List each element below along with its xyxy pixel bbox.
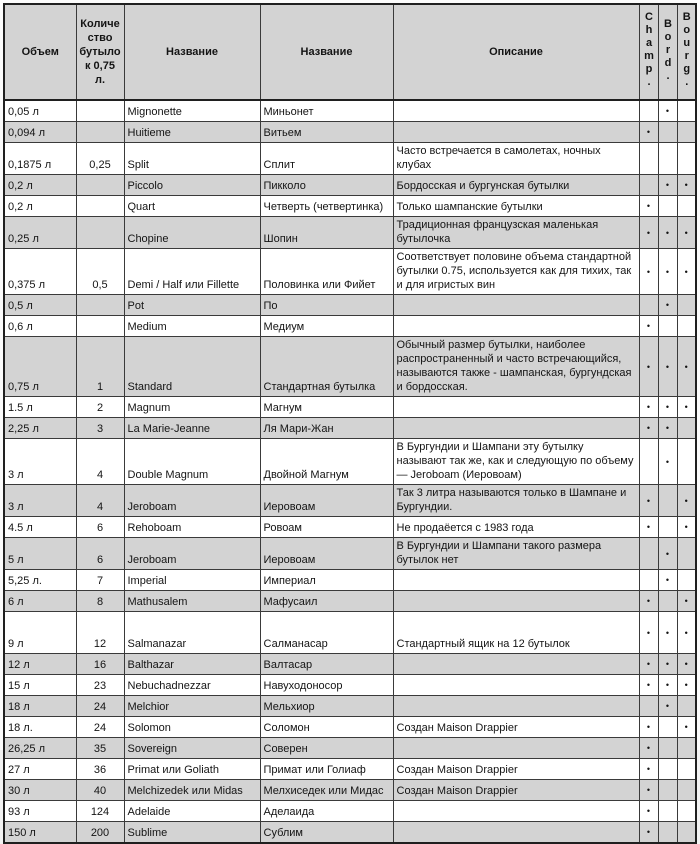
champagne-mark: •: [639, 517, 658, 538]
table-header: [4, 4, 696, 100]
table-row: [4, 196, 696, 217]
name-en-cell: Melchizedek или Midas: [124, 780, 260, 801]
name-ru-cell: Империал: [260, 570, 393, 591]
name-ru-cell: Пикколо: [260, 175, 393, 196]
burgundy-mark: •: [677, 612, 696, 654]
champagne-mark: •: [639, 822, 658, 844]
bordeaux-mark: •: [658, 295, 677, 316]
description-cell: [393, 570, 639, 591]
burgundy-mark: •: [677, 654, 696, 675]
bottles-cell: [76, 196, 124, 217]
name-en-cell: Rehoboam: [124, 517, 260, 538]
bottles-cell: 2: [76, 397, 124, 418]
name-ru-cell: Магнум: [260, 397, 393, 418]
description-cell: [393, 316, 639, 337]
bordeaux-mark: [658, 517, 677, 538]
table-row: [4, 612, 696, 654]
champagne-mark: [639, 570, 658, 591]
bordeaux-mark: •: [658, 337, 677, 397]
volume-cell: 1.5 л: [4, 397, 76, 418]
header-row: [4, 4, 696, 100]
bottles-cell: 23: [76, 675, 124, 696]
table-row: [4, 538, 696, 570]
table-row: [4, 100, 696, 122]
name-ru-cell: Двойной Магнум: [260, 439, 393, 485]
table-row: [4, 295, 696, 316]
burgundy-mark: [677, 801, 696, 822]
header-description: Описание: [393, 4, 639, 100]
champagne-mark: •: [639, 654, 658, 675]
volume-cell: 3 л: [4, 485, 76, 517]
champagne-mark: •: [639, 337, 658, 397]
table-row: [4, 439, 696, 485]
header-volume: Объем: [4, 4, 76, 100]
name-ru-cell: Витьем: [260, 122, 393, 143]
bordeaux-mark: •: [658, 175, 677, 196]
name-ru-cell: Валтасар: [260, 654, 393, 675]
table-row: [4, 316, 696, 337]
burgundy-mark: [677, 780, 696, 801]
burgundy-mark: •: [677, 485, 696, 517]
table-row: [4, 143, 696, 175]
description-cell: В Бургундии и Шампани эту бутылку называют так же, как и следующую по объему — Jeroboam (Иеровоам): [393, 439, 639, 485]
bordeaux-mark: •: [658, 397, 677, 418]
name-ru-cell: Соломон: [260, 717, 393, 738]
volume-cell: 4.5 л: [4, 517, 76, 538]
bottles-cell: 16: [76, 654, 124, 675]
volume-cell: 15 л: [4, 675, 76, 696]
description-cell: [393, 738, 639, 759]
table-row: [4, 570, 696, 591]
name-en-cell: Adelaide: [124, 801, 260, 822]
table-row: [4, 249, 696, 295]
volume-cell: 0,1875 л: [4, 143, 76, 175]
name-ru-cell: Миньонет: [260, 100, 393, 122]
volume-cell: 0,375 л: [4, 249, 76, 295]
header-bordeaux: Bord.: [658, 4, 677, 100]
name-ru-cell: Мафусаил: [260, 591, 393, 612]
description-cell: [393, 397, 639, 418]
bottles-cell: 8: [76, 591, 124, 612]
bordeaux-mark: •: [658, 654, 677, 675]
burgundy-mark: [677, 696, 696, 717]
bordeaux-mark: [658, 801, 677, 822]
name-en-cell: Imperial: [124, 570, 260, 591]
table-row: [4, 801, 696, 822]
description-cell: [393, 822, 639, 844]
champagne-mark: •: [639, 418, 658, 439]
description-cell: Создан Maison Drappier: [393, 780, 639, 801]
table-row: [4, 654, 696, 675]
table-row: [4, 122, 696, 143]
bottles-cell: 12: [76, 612, 124, 654]
burgundy-mark: •: [677, 217, 696, 249]
bordeaux-mark: [658, 717, 677, 738]
bottles-cell: 7: [76, 570, 124, 591]
burgundy-mark: [677, 418, 696, 439]
champagne-mark: •: [639, 759, 658, 780]
champagne-mark: [639, 100, 658, 122]
name-en-cell: Standard: [124, 337, 260, 397]
name-ru-cell: Медиум: [260, 316, 393, 337]
description-cell: [393, 418, 639, 439]
bottles-cell: 6: [76, 517, 124, 538]
burgundy-mark: [677, 143, 696, 175]
description-cell: [393, 801, 639, 822]
table-row: [4, 759, 696, 780]
description-cell: Создан Maison Drappier: [393, 759, 639, 780]
volume-cell: 150 л: [4, 822, 76, 844]
champagne-mark: •: [639, 591, 658, 612]
bottles-cell: [76, 100, 124, 122]
description-cell: Соответствует половине объема стандартной бутылки 0.75, используется как для тихих, так и для игристых вин: [393, 249, 639, 295]
bottles-cell: 6: [76, 538, 124, 570]
burgundy-mark: •: [677, 337, 696, 397]
name-en-cell: Magnum: [124, 397, 260, 418]
champagne-mark: [639, 538, 658, 570]
burgundy-mark: [677, 295, 696, 316]
name-en-cell: Piccolo: [124, 175, 260, 196]
name-en-cell: Primat или Goliath: [124, 759, 260, 780]
champagne-mark: •: [639, 780, 658, 801]
bottles-cell: 40: [76, 780, 124, 801]
table-row: [4, 822, 696, 844]
name-en-cell: Jeroboam: [124, 485, 260, 517]
name-en-cell: Pot: [124, 295, 260, 316]
champagne-mark: [639, 143, 658, 175]
name-en-cell: Melchior: [124, 696, 260, 717]
name-en-cell: Sublime: [124, 822, 260, 844]
description-cell: Стандартный ящик на 12 бутылок: [393, 612, 639, 654]
volume-cell: 0,094 л: [4, 122, 76, 143]
name-en-cell: La Marie-Jeanne: [124, 418, 260, 439]
bordeaux-mark: [658, 591, 677, 612]
bottles-cell: [76, 217, 124, 249]
bottles-cell: 4: [76, 439, 124, 485]
table-row: [4, 418, 696, 439]
description-cell: [393, 696, 639, 717]
champagne-mark: •: [639, 738, 658, 759]
description-cell: Часто встречается в самолетах, ночных клубах: [393, 143, 639, 175]
table-row: [4, 397, 696, 418]
burgundy-mark: [677, 316, 696, 337]
bordeaux-mark: •: [658, 249, 677, 295]
name-ru-cell: Мельхиор: [260, 696, 393, 717]
table-row: [4, 675, 696, 696]
champagne-mark: •: [639, 801, 658, 822]
name-en-cell: Jeroboam: [124, 538, 260, 570]
bordeaux-mark: •: [658, 217, 677, 249]
name-ru-cell: Шопин: [260, 217, 393, 249]
name-en-cell: Solomon: [124, 717, 260, 738]
name-en-cell: Mignonette: [124, 100, 260, 122]
description-cell: [393, 295, 639, 316]
burgundy-mark: [677, 759, 696, 780]
bordeaux-mark: •: [658, 570, 677, 591]
burgundy-mark: [677, 570, 696, 591]
bottles-cell: [76, 122, 124, 143]
name-en-cell: Split: [124, 143, 260, 175]
bottles-cell: 0,5: [76, 249, 124, 295]
bordeaux-mark: •: [658, 696, 677, 717]
bottles-cell: 1: [76, 337, 124, 397]
volume-cell: 18 л: [4, 696, 76, 717]
champagne-mark: •: [639, 122, 658, 143]
name-ru-cell: Салманасар: [260, 612, 393, 654]
burgundy-mark: [677, 196, 696, 217]
burgundy-mark: [677, 122, 696, 143]
burgundy-mark: •: [677, 517, 696, 538]
header-burgundy: Bourg.: [677, 4, 696, 100]
name-ru-cell: Ровоам: [260, 517, 393, 538]
bottles-cell: [76, 175, 124, 196]
bordeaux-mark: [658, 780, 677, 801]
name-en-cell: Double Magnum: [124, 439, 260, 485]
champagne-mark: •: [639, 397, 658, 418]
volume-cell: 0,2 л: [4, 175, 76, 196]
table-row: [4, 738, 696, 759]
bordeaux-mark: [658, 122, 677, 143]
table-row: [4, 696, 696, 717]
burgundy-mark: •: [677, 717, 696, 738]
name-en-cell: Demi / Half или Fillette: [124, 249, 260, 295]
champagne-mark: [639, 696, 658, 717]
bordeaux-mark: •: [658, 538, 677, 570]
bottles-cell: 3: [76, 418, 124, 439]
champagne-mark: •: [639, 485, 658, 517]
name-ru-cell: Ля Мари-Жан: [260, 418, 393, 439]
volume-cell: 2,25 л: [4, 418, 76, 439]
bordeaux-mark: [658, 196, 677, 217]
bordeaux-mark: [658, 316, 677, 337]
volume-cell: 0,2 л: [4, 196, 76, 217]
name-ru-cell: Четверть (четвертинка): [260, 196, 393, 217]
champagne-mark: •: [639, 217, 658, 249]
description-cell: В Бургундии и Шампани такого размера бутылок нет: [393, 538, 639, 570]
description-cell: Так 3 литра называются только в Шампане и Бургундии.: [393, 485, 639, 517]
volume-cell: 0,6 л: [4, 316, 76, 337]
description-cell: Обычный размер бутылки, наиболее распространенный и часто встречающийся, называются также - шампанская, бургундская и бордосская.: [393, 337, 639, 397]
burgundy-mark: [677, 100, 696, 122]
header-champagne: Champ.: [639, 4, 658, 100]
name-en-cell: Huitieme: [124, 122, 260, 143]
name-en-cell: Nebuchadnezzar: [124, 675, 260, 696]
burgundy-mark: •: [677, 175, 696, 196]
bottles-cell: 124: [76, 801, 124, 822]
name-ru-cell: Примат или Голиаф: [260, 759, 393, 780]
bordeaux-mark: [658, 738, 677, 759]
champagne-mark: [639, 175, 658, 196]
name-ru-cell: По: [260, 295, 393, 316]
name-en-cell: Salmanazar: [124, 612, 260, 654]
name-ru-cell: Иеровоам: [260, 538, 393, 570]
name-ru-cell: Стандартная бутылка: [260, 337, 393, 397]
table-body: [4, 100, 696, 843]
description-cell: Только шампанские бутылки: [393, 196, 639, 217]
header-bottle-count: Количество бутылок 0,75 л.: [76, 4, 124, 100]
bordeaux-mark: [658, 822, 677, 844]
burgundy-mark: [677, 822, 696, 844]
bottles-cell: 36: [76, 759, 124, 780]
volume-cell: 26,25 л: [4, 738, 76, 759]
volume-cell: 30 л: [4, 780, 76, 801]
champagne-mark: [639, 295, 658, 316]
burgundy-mark: •: [677, 591, 696, 612]
table-row: [4, 337, 696, 397]
volume-cell: 9 л: [4, 612, 76, 654]
bottle-sizes-table: [3, 3, 697, 844]
champagne-mark: •: [639, 717, 658, 738]
header-name-en: Название: [124, 4, 260, 100]
description-cell: Бордосская и бургунская бутылки: [393, 175, 639, 196]
volume-cell: 3 л: [4, 439, 76, 485]
table-row: [4, 717, 696, 738]
header-name-ru: Название: [260, 4, 393, 100]
champagne-mark: •: [639, 612, 658, 654]
name-ru-cell: Навуходоносор: [260, 675, 393, 696]
volume-cell: 6 л: [4, 591, 76, 612]
table-row: [4, 485, 696, 517]
volume-cell: 18 л.: [4, 717, 76, 738]
volume-cell: 5,25 л.: [4, 570, 76, 591]
volume-cell: 0,05 л: [4, 100, 76, 122]
volume-cell: 93 л: [4, 801, 76, 822]
bordeaux-mark: [658, 143, 677, 175]
volume-cell: 12 л: [4, 654, 76, 675]
bordeaux-mark: [658, 759, 677, 780]
bordeaux-mark: •: [658, 439, 677, 485]
volume-cell: 0,25 л: [4, 217, 76, 249]
volume-cell: 0,75 л: [4, 337, 76, 397]
bordeaux-mark: •: [658, 418, 677, 439]
description-cell: [393, 122, 639, 143]
bottles-cell: 0,25: [76, 143, 124, 175]
volume-cell: 0,5 л: [4, 295, 76, 316]
description-cell: Не продаёется с 1983 года: [393, 517, 639, 538]
description-cell: [393, 100, 639, 122]
name-ru-cell: Соверен: [260, 738, 393, 759]
bottles-cell: 200: [76, 822, 124, 844]
bordeaux-mark: •: [658, 675, 677, 696]
name-en-cell: Balthazar: [124, 654, 260, 675]
bottles-cell: 35: [76, 738, 124, 759]
bottles-cell: 24: [76, 717, 124, 738]
bordeaux-mark: •: [658, 612, 677, 654]
burgundy-mark: •: [677, 397, 696, 418]
burgundy-mark: •: [677, 249, 696, 295]
name-en-cell: Quart: [124, 196, 260, 217]
table-row: [4, 517, 696, 538]
name-ru-cell: Половинка или Фийет: [260, 249, 393, 295]
bottles-cell: 24: [76, 696, 124, 717]
burgundy-mark: [677, 538, 696, 570]
burgundy-mark: [677, 738, 696, 759]
bordeaux-mark: [658, 485, 677, 517]
name-en-cell: Mathusalem: [124, 591, 260, 612]
description-cell: Традиционная французская маленькая бутылочка: [393, 217, 639, 249]
bordeaux-mark: •: [658, 100, 677, 122]
description-cell: [393, 591, 639, 612]
burgundy-mark: [677, 439, 696, 485]
burgundy-mark: •: [677, 675, 696, 696]
table-row: [4, 175, 696, 196]
bottles-cell: [76, 316, 124, 337]
table-row: [4, 780, 696, 801]
description-cell: [393, 675, 639, 696]
volume-cell: 5 л: [4, 538, 76, 570]
name-ru-cell: Сублим: [260, 822, 393, 844]
name-en-cell: Medium: [124, 316, 260, 337]
bottles-cell: [76, 295, 124, 316]
champagne-mark: •: [639, 196, 658, 217]
champagne-mark: •: [639, 316, 658, 337]
name-ru-cell: Аделаида: [260, 801, 393, 822]
description-cell: Создан Maison Drappier: [393, 717, 639, 738]
champagne-mark: •: [639, 675, 658, 696]
description-cell: [393, 654, 639, 675]
volume-cell: 27 л: [4, 759, 76, 780]
bottles-cell: 4: [76, 485, 124, 517]
name-en-cell: Chopine: [124, 217, 260, 249]
table-row: [4, 591, 696, 612]
name-ru-cell: Сплит: [260, 143, 393, 175]
name-en-cell: Sovereign: [124, 738, 260, 759]
name-ru-cell: Иеровоам: [260, 485, 393, 517]
champagne-mark: •: [639, 249, 658, 295]
name-ru-cell: Мелхиседек или Мидас: [260, 780, 393, 801]
champagne-mark: [639, 439, 658, 485]
table-row: [4, 217, 696, 249]
